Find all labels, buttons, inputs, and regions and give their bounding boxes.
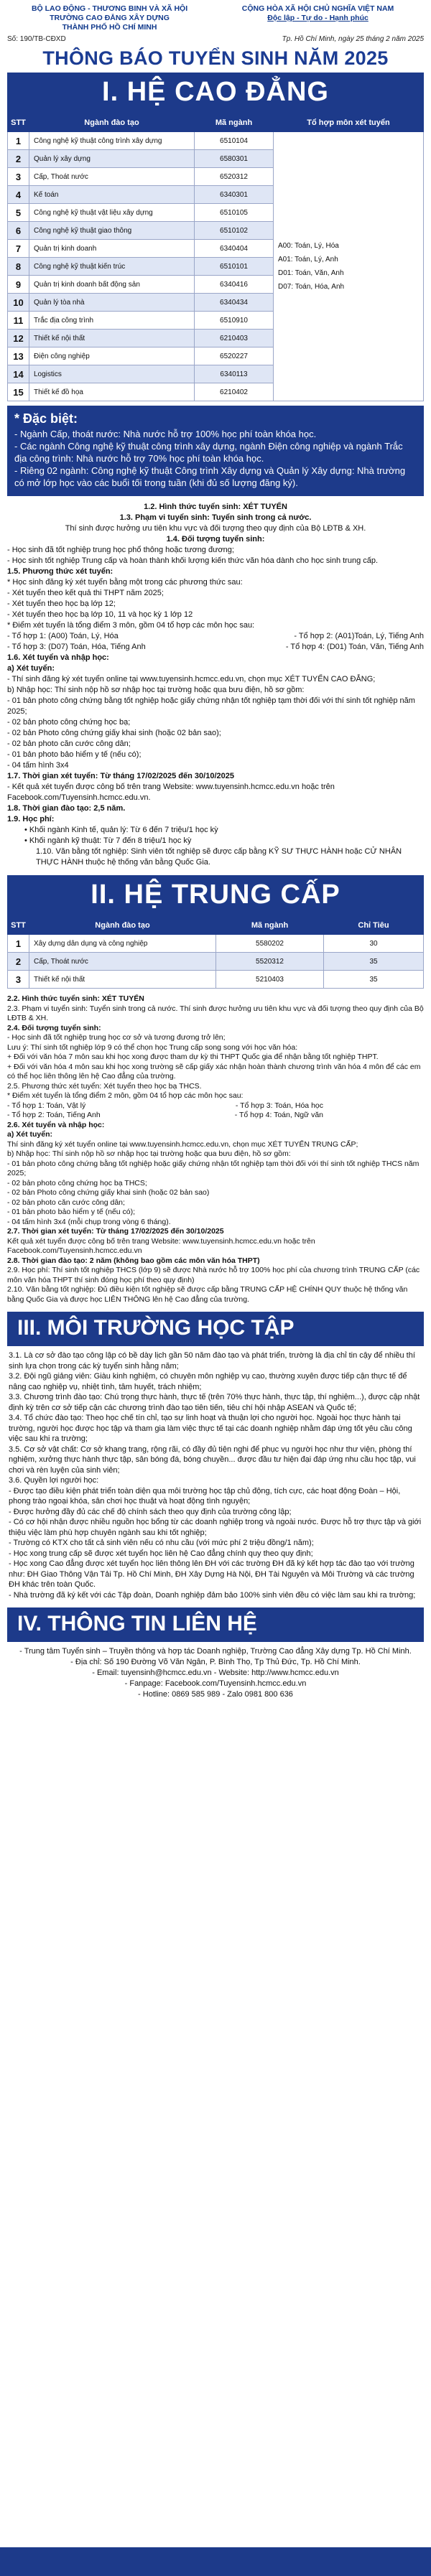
- col-code: Mã ngành: [216, 917, 324, 935]
- row-stt: 6: [8, 222, 29, 240]
- row-major: Điện công nghiệp: [29, 347, 195, 365]
- school-city: THÀNH PHỐ HỒ CHÍ MINH: [62, 23, 157, 32]
- degree-line: 1.10. Văn bằng tốt nghiệp: Sinh viên tốt nghiệp sẽ được cấp bằng KỸ SƯ THỰC HÀNH hoặc CỬ NHÂN THỰC HÀNH thuộc hệ thống văn bằng Quốc Gia.: [36, 847, 402, 867]
- row-code: 6510101: [195, 258, 274, 276]
- row-code: 6580301: [195, 150, 274, 168]
- info-line: 1.4. Đối tượng tuyển sinh:: [166, 535, 265, 543]
- section3-title: III. MÔI TRƯỜNG HỌC TẬP: [7, 1312, 424, 1346]
- env-item: 3.1. Là cơ sở đào tạo công lập có bề dày lịch gần 50 năm đào tạo và phát triển, trường là địa chỉ tin cậy để nhiều thí sinh lựa chọn trong các kỳ tuyển sinh hằng năm;: [9, 1351, 415, 1371]
- col-code: Mã ngành: [195, 114, 274, 132]
- row-stt: 5: [8, 204, 29, 222]
- combo-item: - Tổ hợp 4: (D01) Toán, Văn, Tiếng Anh: [285, 643, 424, 651]
- info-line: - Học sinh đã tốt nghiệp trung học cơ sở và tương đương trở lên;: [7, 1033, 226, 1042]
- info-line: + Đối với văn hóa 4 môn sau khi học xong trường sẽ cấp giấy xác nhận hoàn thành chương trình văn hóa 4 môn để các em có thể học liên thông lên hệ Cao đẳng của trường.: [7, 1062, 421, 1081]
- row-stt: 2: [8, 150, 29, 168]
- row-code: 6510102: [195, 222, 274, 240]
- row-major: Cấp, Thoát nước: [29, 168, 195, 186]
- section2-title: II. HỆ TRUNG CẤP: [7, 875, 424, 916]
- row-stt: 1: [8, 132, 29, 150]
- row-stt: 8: [8, 258, 29, 276]
- row-stt: 9: [8, 276, 29, 294]
- note-item: - Riêng 02 ngành: Công nghệ kỹ thuật Công trình Xây dựng và Quản lý Xây dựng: Nhà trường có mở lớp học vào các buổi tối trong tuần (khi đủ số lượng đăng ký).: [14, 465, 406, 488]
- info-line: - 01 bản photo bảo hiểm y tế (nếu có);: [7, 750, 142, 759]
- row-major: Quản trị kinh doanh: [29, 240, 195, 258]
- row-major: Công nghệ kỹ thuật công trình xây dựng: [29, 132, 195, 150]
- combo-item: - Tổ hợp 2: (A01)Toán, Lý, Tiếng Anh: [294, 632, 424, 640]
- info-line: - Học sinh đã tốt nghiệp trung học phổ thông hoặc tương đương;: [7, 546, 234, 554]
- info-line: - 01 bản photo công chứng bằng tốt nghiệp hoặc giấy chứng nhận tốt nghiệp tạm thời đối với thí sinh tốt nghiệp THCS năm 2025;: [7, 1159, 420, 1177]
- info-line: 1.6. Xét tuyển và nhập học:: [7, 653, 109, 662]
- table-row: [8, 971, 424, 989]
- row-major: Trắc địa công trình: [29, 312, 195, 330]
- info-line: 1.5. Phương thức xét tuyển:: [7, 567, 113, 576]
- info-line: b) Nhập học: Thí sinh nộp hồ sơ nhập học tại trường hoặc qua bưu điện, hồ sơ gồm:: [7, 1149, 291, 1158]
- national-title: CỘNG HÒA XÃ HỘI CHỦ NGHĨA VIỆT NAM: [241, 4, 394, 13]
- info-line: 1.7. Thời gian xét tuyển: Từ tháng 17/02/2025 đến 30/10/2025: [7, 772, 234, 780]
- row-quota: 30: [324, 935, 424, 953]
- env-item: 3.4. Tổ chức đào tạo: Theo học chế tín chỉ, tạo sự linh hoạt và thuận lợi cho người học. Ngoài học thực hành tại trường, người học được học tập và tham gia làm việc thực tế tại các doanh nghiệp nhằm đáp ứng tốt yêu cầu công việc sau khi ra trường;: [9, 1414, 412, 1443]
- col-stt: STT: [8, 917, 29, 935]
- combo-item: - Tổ hợp 1: (A00) Toán, Lý, Hóa: [7, 632, 119, 640]
- col-major: Ngành đào tạo: [29, 917, 216, 935]
- section2-table: [7, 916, 424, 989]
- col-combo: Tổ hợp môn xét tuyển: [274, 114, 424, 132]
- combo-item: - Tổ hợp 2: Toán, Tiếng Anh: [7, 1111, 101, 1119]
- info-line: Thí sinh đăng ký xét tuyển online tại www.tuyensinh.hcmcc.edu.vn, chọn mục XÉT TUYỂN TRUNG CẤP;: [7, 1139, 358, 1149]
- row-name: Thiết kế nội thất: [29, 971, 216, 989]
- col-quota: Chỉ Tiêu: [324, 917, 424, 935]
- fee-line: • Khối ngành Kinh tế, quản lý: Từ 6 đến 7 triệu/1 học kỳ: [24, 826, 218, 834]
- note-item: - Các ngành Công nghệ kỹ thuật công trình xây dựng, ngành Điện công nghiệp và ngành Trắc địa công trình: Nhà nước hỗ trợ 70% học phí toàn khóa học.: [14, 441, 403, 464]
- info-line: - 02 bản Photo công chứng giấy khai sinh (hoặc 02 bản sao): [7, 1188, 210, 1197]
- doc-number: Số: 190/TB-CĐXD: [7, 35, 66, 43]
- row-name: Xây dựng dân dụng và công nghiệp: [29, 935, 216, 953]
- ministry-block: [7, 4, 212, 32]
- info-line: - 04 tấm hình 3x4 (mỗi chụp trong vòng 6 tháng).: [7, 1217, 171, 1226]
- combo-item: - Tổ hợp 3: Toán, Hóa học: [235, 1101, 323, 1110]
- row-code: 6520227: [195, 347, 274, 365]
- info-line: Lưu ý: Thí sinh tốt nghiệp lớp 9 có thể chọn học Trung cấp song song với học văn hóa:: [7, 1042, 298, 1052]
- section1-title: I. HỆ CAO ĐẲNG: [7, 73, 424, 113]
- info-line: b) Nhập học: Thí sinh nộp hồ sơ nhập học tại trường hoặc qua bưu điện, hồ sơ gồm:: [7, 686, 305, 694]
- info-line: Kết quả xét tuyển được công bố trên trang Website: www.tuyensinh.hcmcc.edu.vn hoặc trên Facebook.com/Tuyensinh.hcmcc.edu.vn: [7, 1236, 315, 1255]
- env-item: - Được hưởng đầy đủ các chế độ chính sách theo quy định của trường công lập;: [9, 1507, 292, 1516]
- contact-email: - Email: tuyensinh@hcmcc.edu.vn - Website: http://www.hcmcc.edu.vn: [92, 1669, 339, 1677]
- row-code: 6340434: [195, 294, 274, 312]
- info-line: 2.6. Xét tuyển và nhập học:: [7, 1120, 105, 1129]
- row-major: Công nghệ kỹ thuật vật liệu xây dựng: [29, 204, 195, 222]
- notes-title: * Đặc biệt:: [14, 411, 78, 426]
- row-stt: 13: [8, 347, 29, 365]
- info-line: - 02 bản photo căn cước công dân;: [7, 739, 131, 748]
- info-line: a) Xét tuyển:: [7, 1130, 53, 1139]
- row-code: 6510105: [195, 204, 274, 222]
- row-quota: 35: [324, 971, 424, 989]
- info-line: 2.9. Học phí: Thí sinh tốt nghiệp THCS (lớp 9) sẽ được Nhà nước hỗ trợ 100% học phí của chương trình TRUNG CẤP (các môn văn hóa THPT thí sinh đóng học phí theo quy định): [7, 1266, 420, 1284]
- row-stt: 15: [8, 383, 29, 401]
- row-stt: 11: [8, 312, 29, 330]
- row-code: 6340113: [195, 365, 274, 383]
- section4-title: IV. THÔNG TIN LIÊN HỆ: [7, 1607, 424, 1642]
- combo-label: A01: Toán, Lý, Anh: [278, 256, 338, 263]
- combo-item: - Tổ hợp 4: Toán, Ngữ văn: [234, 1111, 323, 1119]
- info-line: 1.2. Hình thức tuyển sinh: XÉT TUYỂN: [144, 503, 287, 511]
- table-row: [8, 132, 424, 150]
- info-line: 2.7. Thời gian xét tuyển: Từ tháng 17/02/2025 đến 30/10/2025: [7, 1227, 224, 1236]
- row-stt: 2: [8, 953, 29, 971]
- info-line: - Học sinh tốt nghiệp Trung cấp và hoàn thành khối lượng kiến thức văn hóa dành cho học sinh trung cấp.: [7, 556, 379, 565]
- info-line: - 01 bản photo bảo hiểm y tế (nếu có);: [7, 1208, 136, 1216]
- info-line: 2.8. Thời gian đào tạo: 2 năm (không bao gồm các môn văn hóa THPT): [7, 1256, 260, 1265]
- info-line: 2.5. Phương thức xét tuyển: Xét tuyển theo học bạ THCS.: [7, 1081, 202, 1091]
- row-major: Logistics: [29, 365, 195, 383]
- special-notes: [7, 406, 424, 496]
- info-line: - 02 bản photo căn cước công dân;: [7, 1198, 125, 1207]
- combo-grid: [7, 1101, 323, 1111]
- doc-subrow: [0, 32, 431, 43]
- row-stt: 3: [8, 168, 29, 186]
- col-major: Ngành đào tạo: [29, 114, 195, 132]
- col-stt: STT: [8, 114, 29, 132]
- row-quota: 35: [324, 953, 424, 971]
- note-item: - Ngành Cấp, thoát nước: Nhà nước hỗ trợ 100% học phí toàn khóa học.: [14, 429, 317, 439]
- info-line: 1.9. Học phí:: [7, 815, 55, 823]
- row-code: 5520312: [216, 953, 324, 971]
- national-motto: Độc lập - Tự do - Hạnh phúc: [267, 14, 369, 22]
- row-code: 5210403: [216, 971, 324, 989]
- footer-bar: [0, 2547, 431, 2576]
- row-code: 6340404: [195, 240, 274, 258]
- row-stt: 10: [8, 294, 29, 312]
- info-line: * Học sinh đăng ký xét tuyển bằng một trong các phương thức sau:: [7, 578, 243, 587]
- info-line: * Điểm xét tuyển là tổng điểm 2 môn, gồm 04 tổ hợp các môn học sau:: [7, 1091, 244, 1100]
- row-major: Quản lý xây dựng: [29, 150, 195, 168]
- combo-grid: [7, 1111, 323, 1121]
- combo-item: - Tổ hợp 3: (D07) Toán, Hóa, Tiếng Anh: [7, 643, 146, 651]
- info-line: - 02 bản photo công chứng học bạ THCS;: [7, 1178, 147, 1187]
- contact-block: [0, 1642, 431, 1704]
- combo-cell: [274, 132, 424, 401]
- env-item: 3.3. Chương trình đào tạo: Chú trọng thực hành, thực tế (trên 70% thực hành, thực tập, thí nghiệm...), được cập nhật định kỳ trên cơ sở tiếp cận các chương trình đào tạo tiên tiến, tiêu chí hội nhập ASEAN và Quốc tế;: [9, 1393, 420, 1412]
- ministry-name: BỘ LAO ĐỘNG - THƯƠNG BINH VÀ XÃ HỘI: [31, 4, 188, 13]
- row-stt: 4: [8, 186, 29, 204]
- row-major: Quản lý tòa nhà: [29, 294, 195, 312]
- contact-fanpage: - Fanpage: Facebook.com/Tuyensinh.hcmcc.edu.vn: [124, 1679, 307, 1688]
- page-title: THÔNG BÁO TUYỂN SINH NĂM 2025: [42, 47, 389, 69]
- contact-line: - Trung tâm Tuyển sinh – Truyền thông và hợp tác Doanh nghiệp, Trường Cao đẳng Xây dựng Tp. Hồ Chí Minh.: [19, 1647, 412, 1656]
- info-line: 2.2. Hình thức tuyển sinh: XÉT TUYỂN: [7, 994, 144, 1003]
- env-item: 3.6. Quyền lợi người học:: [9, 1476, 99, 1485]
- row-stt: 14: [8, 365, 29, 383]
- info-line: + Đối với văn hóa 7 môn sau khi học xong được tham dự kỳ thi THPT Quốc gia để nhận bằng tốt nghiệp THPT.: [7, 1053, 379, 1061]
- env-item: 3.5. Cơ sở vật chất: Cơ sở khang trang, rộng rãi, có đầy đủ tiện nghi để phục vụ người học như thư viện, phòng thí nghiệm, xưởng thực hành thực tập, sân bóng đá, bóng chuyền... được đầu tư hiện đại đáp ứng nhu cầu học tập, vui chơi và rèn luyện của sinh viên;: [9, 1445, 416, 1475]
- info-line: - Xét tuyển theo học bạ lớp 12;: [7, 599, 116, 608]
- combo-label: D01: Toán, Văn, Anh: [278, 269, 344, 277]
- doc-header: [0, 0, 431, 32]
- info-line: - 04 tấm hình 3x4: [7, 761, 69, 770]
- contact-hotline: - Hotline: 0869 585 989 - Zalo 0981 800 636: [138, 1690, 293, 1699]
- row-code: 6520312: [195, 168, 274, 186]
- row-code: 6210403: [195, 330, 274, 347]
- env-item: - Học xong Cao đẳng được xét tuyển học liên thông lên ĐH với các trường ĐH đã ký kết hợp tác đào tạo với trường như: ĐH Giao Thông Vận Tải Tp. Hồ Chí Minh, ĐH Xây Dựng Hà Nội, ĐH Tài Nguyên và Môi Trường và các trường ĐH khác trên toàn Quốc.: [9, 1559, 414, 1589]
- table-row: [8, 953, 424, 971]
- info-line: - Kết quả xét tuyển được công bố trên trang Website: www.tuyensinh.hcmcc.edu.vn hoặc trên Facebook.com/Tuyensinh.hcmcc.edu.vn.: [7, 783, 335, 802]
- place-date: Tp. Hồ Chí Minh, ngày 25 tháng 2 năm 2025: [282, 35, 424, 43]
- row-code: 6340301: [195, 186, 274, 204]
- row-major: Quản trị kinh doanh bất động sản: [29, 276, 195, 294]
- row-major: Công nghệ kỹ thuật giao thông: [29, 222, 195, 240]
- row-code: 5580202: [216, 935, 324, 953]
- row-stt: 1: [8, 935, 29, 953]
- info-line: - Thí sinh đăng ký xét tuyển online tại www.tuyensinh.hcmcc.edu.vn, chọn mục XÉT TUYỂN CAO ĐẲNG;: [7, 675, 376, 683]
- info-line: 2.3. Phạm vi tuyển sinh: Tuyển sinh trong cả nước. Thí sinh được hưởng ưu tiên khu vực và đối tượng theo quy định của Bộ LĐTB & XH.: [7, 1004, 424, 1022]
- fee-line: • Khối ngành kỹ thuật: Từ 7 đến 8 triệu/1 học kỳ: [24, 836, 192, 845]
- env-item: - Được tạo điều kiện phát triển toàn diện qua môi trường học tập chủ động, tích cực, các hoạt động Đoàn – Hội, phong trào ngoại khóa, sân chơi học thuật và hoạt động tình nguyện;: [9, 1486, 401, 1506]
- section2-info: [0, 989, 431, 1305]
- row-code: 6340416: [195, 276, 274, 294]
- env-item: - Nhà trường đã ký kết với các Tập đoàn, Doanh nghiệp đảm bảo 100% sinh viên đều có việc làm sau khi ra trường;: [9, 1590, 416, 1600]
- national-block: [212, 4, 424, 32]
- env-item: - Học xong trung cấp sẽ được xét tuyển học liên hệ Cao đẳng chính quy theo quy định;: [9, 1549, 313, 1558]
- info-line: - 02 bản Photo công chứng giấy khai sinh (hoặc 02 bản sao);: [7, 729, 221, 737]
- row-name: Cấp, Thoát nước: [29, 953, 216, 971]
- info-line: 2.4. Đối tượng tuyển sinh:: [7, 1023, 101, 1032]
- row-major: Kế toán: [29, 186, 195, 204]
- contact-address: - Địa chỉ: Số 190 Đường Võ Văn Ngân, P. Bình Thọ, Tp Thủ Đức, Tp. Hồ Chí Minh.: [70, 1658, 361, 1666]
- row-code: 6210402: [195, 383, 274, 401]
- env-item: 3.2. Đội ngũ giảng viên: Giàu kinh nghiệm, có chuyên môn nghiệp vụ cao, thường xuyên được tiếp cận thực tế để nâng cao nghiệp vụ, nhiệt tình, tâm huyết, trách nhiệm;: [9, 1372, 407, 1391]
- info-line: - 01 bản photo công chứng bằng tốt nghiệp hoặc giấy chứng nhận tốt nghiệp tạm thời đối với thí sinh tốt nghiệp năm 2025;: [7, 696, 415, 716]
- combo-label: A00: Toán, Lý, Hóa: [278, 242, 339, 250]
- combo-grid: [7, 631, 424, 642]
- info-line: * Điểm xét tuyển là tổng điểm 3 môn, gồm 04 tổ hợp các môn học sau:: [7, 621, 255, 630]
- row-stt: 3: [8, 971, 29, 989]
- row-code: 6510104: [195, 132, 274, 150]
- row-major: Thiết kế đồ họa: [29, 383, 195, 401]
- row-major: Thiết kế nội thất: [29, 330, 195, 347]
- table-row: [8, 935, 424, 953]
- combo-item: - Tổ hợp 1: Toán, Vật lý: [7, 1101, 86, 1110]
- info-line: 1.8. Thời gian đào tạo: 2,5 năm.: [7, 804, 126, 813]
- info-line: a) Xét tuyển:: [7, 664, 55, 673]
- school-name: TRƯỜNG CAO ĐẲNG XÂY DỰNG: [50, 14, 170, 22]
- env-item: - Trường có KTX cho tất cả sinh viên nếu có nhu cầu (với mức phí 2 triệu đồng/1 năm);: [9, 1539, 314, 1547]
- row-major: Công nghệ kỹ thuật kiến trúc: [29, 258, 195, 276]
- info-line: Thí sinh được hưởng ưu tiên khu vực và đối tượng theo quy định của Bộ LĐTB & XH.: [65, 524, 366, 533]
- env-item: - Có cơ hội nhận được nhiều nguồn học bổng từ các doanh nghiệp trong và ngoài nước. Được hỗ trợ thực tập và giới thiệu việc làm phù hợp chuyên ngành sau khi tốt nghiệp;: [9, 1518, 422, 1537]
- row-stt: 12: [8, 330, 29, 347]
- info-line: - Xét tuyển theo học bạ lớp 10, 11 và học kỳ 1 lớp 12: [7, 610, 193, 619]
- info-line: - 02 bản photo công chứng học bạ;: [7, 718, 131, 727]
- combo-grid: [7, 642, 424, 653]
- info-line: 2.10. Văn bằng tốt nghiệp: Đủ điều kiện tốt nghiệp sẽ được cấp bằng TRUNG CẤP HỆ CHÍNH QUY thuộc hệ thống văn bằng Quốc Gia và được học LIÊN THÔNG lên hệ Cao đẳng của trường.: [7, 1285, 408, 1304]
- row-stt: 7: [8, 240, 29, 258]
- section1-info: [0, 496, 431, 868]
- section1-table: [7, 113, 424, 401]
- section3-list: [0, 1346, 431, 1600]
- info-line: 1.3. Phạm vi tuyển sinh: Tuyển sinh trong cả nước.: [119, 513, 312, 522]
- info-line: - Xét tuyển theo kết quả thi THPT năm 2025;: [7, 589, 164, 597]
- combo-label: D07: Toán, Hóa, Anh: [278, 283, 345, 291]
- row-code: 6510910: [195, 312, 274, 330]
